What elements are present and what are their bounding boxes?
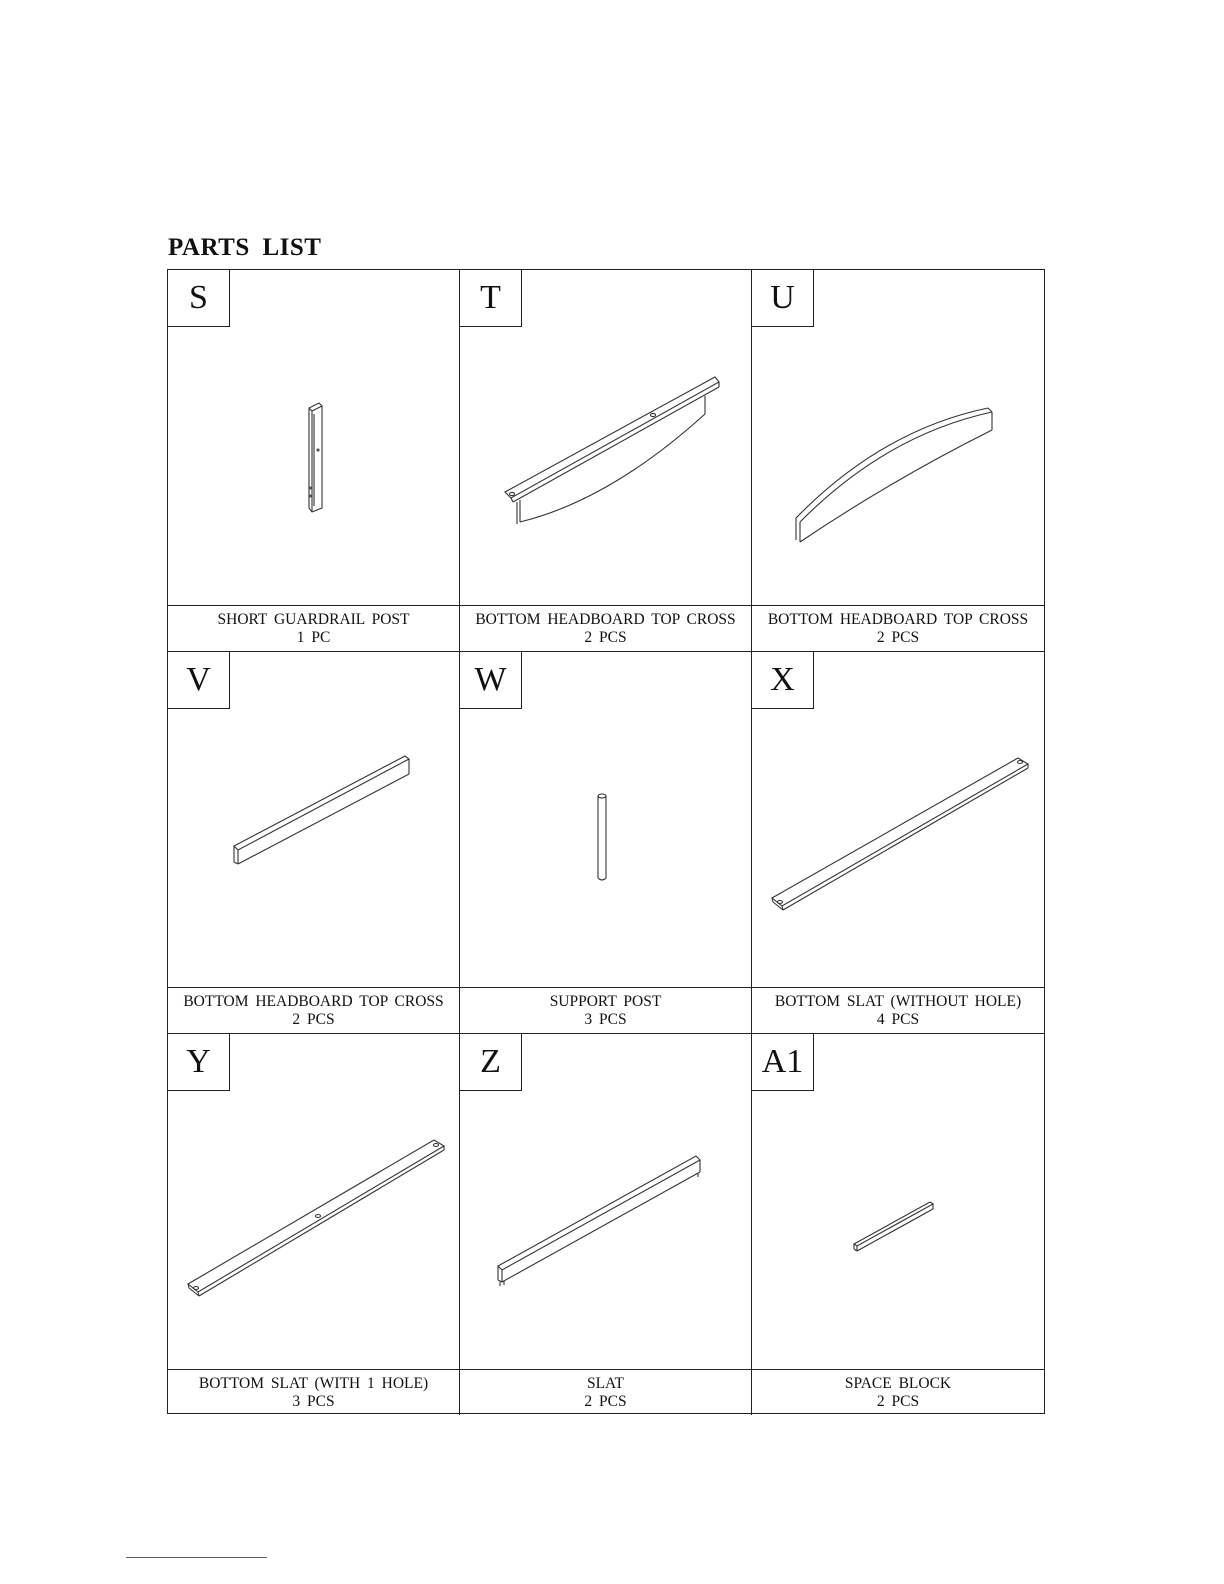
part-cell-t [460, 270, 752, 652]
part-qty: 1 PC [296, 628, 331, 646]
part-caption [752, 987, 1044, 1033]
page-title: PARTS LIST [168, 234, 322, 261]
part-qty: 3 PCS [292, 1392, 335, 1410]
part-caption [168, 1369, 459, 1415]
part-caption [752, 605, 1044, 651]
part-cell-y [168, 1034, 460, 1415]
parts-grid [167, 269, 1045, 1414]
part-cell-a1 [752, 1034, 1044, 1415]
part-caption [168, 987, 459, 1033]
part-cell-u [752, 270, 1044, 652]
part-letter: A1 [752, 1034, 814, 1091]
part-caption [168, 605, 459, 651]
part-cell-w [460, 652, 752, 1034]
bottom-slat-without-hole-drawing [752, 652, 1044, 988]
headboard-cross-v-drawing [168, 652, 460, 988]
part-name: BOTTOM SLAT (WITH 1 HOLE) [198, 1374, 429, 1392]
part-name: BOTTOM HEADBOARD TOP CROSS [767, 610, 1029, 628]
part-caption [460, 987, 751, 1033]
part-letter: Z [460, 1034, 522, 1091]
part-qty: 2 PCS [584, 1392, 627, 1410]
part-cell-x [752, 652, 1044, 1034]
part-name: SUPPORT POST [549, 992, 662, 1010]
slat-drawing [460, 1034, 752, 1369]
part-letter: T [460, 270, 522, 327]
part-letter: Y [168, 1034, 230, 1091]
short-guardrail-post-drawing [168, 270, 460, 606]
part-caption [752, 1369, 1044, 1415]
part-caption [460, 605, 751, 651]
bottom-slat-with-hole-drawing [168, 1034, 460, 1369]
part-qty: 2 PCS [876, 1392, 920, 1410]
part-cell-v [168, 652, 460, 1034]
part-cell-s [168, 270, 460, 652]
part-letter: S [168, 270, 230, 327]
part-cell-z [460, 1034, 752, 1415]
part-name: BOTTOM SLAT (WITHOUT HOLE) [774, 992, 1022, 1010]
footer-underline [126, 1557, 267, 1558]
part-qty: 3 PCS [584, 1010, 627, 1028]
part-name: BOTTOM HEADBOARD TOP CROSS [183, 992, 444, 1010]
part-caption [460, 1369, 751, 1415]
part-name: SPACE BLOCK [844, 1374, 952, 1392]
part-letter: U [752, 270, 814, 327]
part-letter: V [168, 652, 230, 709]
headboard-cross-u-drawing [752, 270, 1044, 606]
support-post-drawing [460, 652, 752, 988]
part-qty: 2 PCS [876, 628, 920, 646]
part-qty: 2 PCS [584, 628, 627, 646]
part-qty: 2 PCS [292, 1010, 335, 1028]
part-letter: X [752, 652, 814, 709]
headboard-cross-t-drawing [460, 270, 752, 606]
part-letter: W [460, 652, 522, 709]
part-name: BOTTOM HEADBOARD TOP CROSS [475, 610, 736, 628]
space-block-drawing [752, 1034, 1044, 1369]
part-name: SHORT GUARDRAIL POST [217, 610, 410, 628]
part-name: SLAT [586, 1374, 625, 1392]
part-qty: 4 PCS [876, 1010, 920, 1028]
